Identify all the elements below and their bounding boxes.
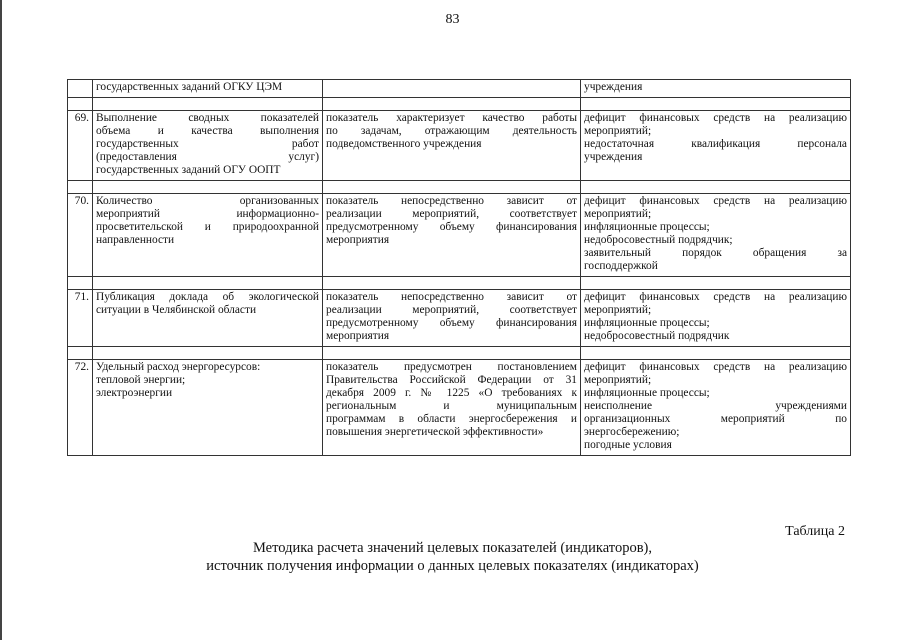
row-spacer — [68, 98, 851, 111]
text-line: ситуации в Челябинской области — [96, 304, 257, 316]
table-row-continuation — [68, 80, 851, 98]
text-line: электроэнергии — [96, 387, 173, 399]
cell-num — [68, 80, 93, 98]
cell-risks: учреждения — [581, 80, 851, 98]
text-line: программам в области энергосбережения и — [326, 413, 577, 425]
text-line: предусмотренному объему финансирования — [326, 317, 577, 329]
text-line: мероприятия — [326, 330, 390, 342]
text-line: государственных заданий ОГУ ООПТ — [96, 164, 281, 176]
text-line: региональным и муниципальным — [326, 400, 577, 412]
text-line: дефицит финансовых средств на реализацию — [584, 361, 847, 373]
text-line: мероприятий; — [584, 125, 652, 137]
text-line: тепловой энергии; — [96, 374, 186, 386]
text-line: погодные условия — [584, 439, 672, 451]
indicator-name — [93, 290, 323, 347]
text-line: показатель характеризует качество работы — [326, 112, 577, 124]
table-row — [68, 360, 851, 456]
text-line: инфляционные процессы; — [584, 221, 710, 233]
text-line: реализации мероприятий, соответствует — [326, 304, 577, 316]
text-line: господдержкой — [584, 260, 658, 272]
table-row — [68, 290, 851, 347]
indicator-description — [323, 111, 581, 181]
text-line: инфляционные процессы; — [584, 387, 710, 399]
indicator-description — [323, 290, 581, 347]
indicator-description — [323, 194, 581, 277]
text-line: показатель предусмотрен постановлением — [326, 361, 577, 373]
page-number: 83 — [445, 12, 460, 27]
text-line: декабря 2009 г. № 1225 «О требованиях к — [326, 387, 577, 399]
table-row — [68, 194, 851, 277]
text-line: по задачам, отражающим деятельность — [326, 125, 577, 137]
text-line: энергосбережению; — [584, 426, 680, 438]
row-number: 72. — [68, 360, 93, 456]
text-line: (предоставления услуг) — [96, 151, 319, 163]
row-number: 70. — [68, 194, 93, 277]
indicator-name — [93, 360, 323, 456]
text-line: мероприятий; — [584, 374, 652, 386]
table-label: Таблица 2 — [785, 524, 845, 539]
text-line: недостаточная квалификация персонала — [584, 138, 847, 150]
text-line: инфляционные процессы; — [584, 317, 710, 329]
text-line: Удельный расход энергоресурсов: — [96, 361, 261, 373]
row-number: 71. — [68, 290, 93, 347]
text-line: показатель непосредственно зависит от — [326, 195, 577, 207]
text-line: дефицит финансовых средств на реализацию — [584, 291, 847, 303]
row-spacer — [68, 181, 851, 194]
text-line: организационных мероприятий по — [584, 413, 847, 425]
text-line: реализации мероприятий, соответствует — [326, 208, 577, 220]
text-line: Количество организованных — [96, 195, 319, 207]
text-line: недобросовестный подрядчик; — [584, 234, 733, 246]
row-number: 69. — [68, 111, 93, 181]
indicator-name — [93, 111, 323, 181]
text-line: заявительный порядок обращения за — [584, 247, 847, 259]
text-line: государственных работ — [96, 138, 319, 150]
table-caption-line-1: Методика расчета значений целевых показателей (индикаторов), — [252, 540, 653, 556]
text-line: учреждения — [584, 151, 643, 163]
text-line: показатель непосредственно зависит от — [326, 291, 577, 303]
text-line: мероприятий; — [584, 208, 652, 220]
indicators-table — [67, 79, 851, 456]
text-line: подведомственного учреждения — [326, 138, 482, 150]
text-line: Выполнение сводных показателей — [96, 112, 319, 124]
text-line: Правительства Российской Федерации от 31 — [326, 374, 577, 386]
indicator-description — [323, 360, 581, 456]
text-line: Публикация доклада об экологической — [96, 291, 319, 303]
cell-description — [323, 80, 581, 98]
text-line: направленности — [96, 234, 175, 246]
indicator-name — [93, 194, 323, 277]
indicator-risks — [581, 290, 851, 347]
text-line: мероприятий; — [584, 304, 652, 316]
text-line: недобросовестный подрядчик — [584, 330, 730, 342]
text-line: неисполнение учреждениями — [584, 400, 847, 412]
row-spacer — [68, 277, 851, 290]
cell-name: государственных заданий ОГКУ ЦЭМ — [93, 80, 323, 98]
table-row — [68, 111, 851, 181]
row-spacer — [68, 347, 851, 360]
text-line: предусмотренному объему финансирования — [326, 221, 577, 233]
table-caption-line-2: источник получения информации о данных целевых показателях (индикаторах) — [206, 558, 699, 574]
indicator-risks — [581, 111, 851, 181]
text-line: мероприятий информационно- — [96, 208, 319, 220]
indicator-risks — [581, 360, 851, 456]
text-line: повышения энергетической эффективности» — [326, 426, 544, 438]
text-line: дефицит финансовых средств на реализацию — [584, 195, 847, 207]
text-line: просветительской и природоохранной — [96, 221, 319, 233]
indicator-risks — [581, 194, 851, 277]
text-line: объема и качества выполнения — [96, 125, 319, 137]
text-line: мероприятия — [326, 234, 390, 246]
text-line: дефицит финансовых средств на реализацию — [584, 112, 847, 124]
